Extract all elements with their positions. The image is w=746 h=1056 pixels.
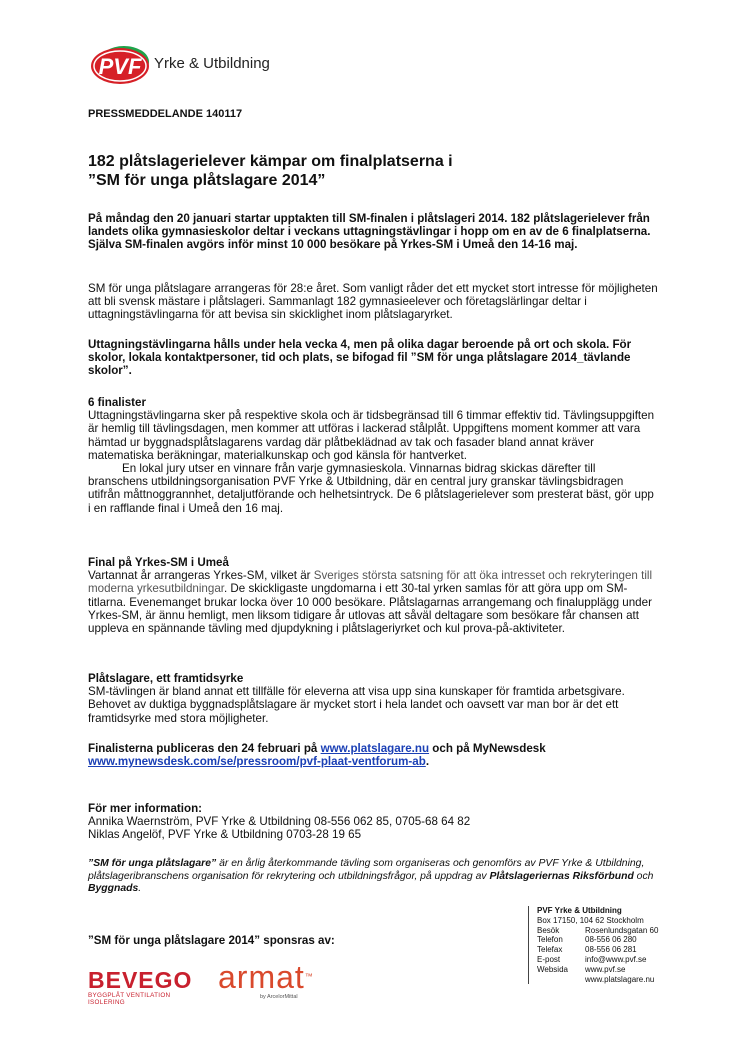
row-value: info@www.pvf.se bbox=[585, 954, 647, 964]
footer-row bbox=[537, 926, 687, 936]
row-value: Rosenlundsgatan 60 bbox=[585, 925, 659, 935]
text-span: och bbox=[633, 870, 654, 882]
footer-row bbox=[537, 935, 687, 945]
org-name: Plåtslageriernas Riksförbund bbox=[489, 870, 634, 882]
footer-row bbox=[537, 945, 687, 955]
section-final-umea bbox=[88, 556, 658, 635]
text-span: Vartannat år arrangeras Yrkes-SM, vilket är bbox=[88, 569, 314, 583]
press-release-label: PRESSMEDDELANDE 140117 bbox=[88, 108, 243, 120]
text-span: Finalisterna publiceras den 24 februari på bbox=[88, 742, 321, 755]
footer-org: PVF Yrke & Utbildning bbox=[537, 906, 622, 915]
row-value: 08-556 06 280 bbox=[585, 935, 637, 945]
text-span: och på MyNewsdesk bbox=[429, 742, 546, 755]
section-heading: Final på Yrkes-SM i Umeå bbox=[88, 556, 229, 569]
contact-line: Annika Waernström, PVF Yrke & Utbildning 08-556 062 85, 0705-68 64 82 bbox=[88, 815, 471, 829]
text-span: . De skickligaste ungdomarna i ett 30-tal yrken samlas för att göra upp om SM-titlarna. Evenemanget brukar locka över 10 000 besökare. Plåtslagarnas arrangemang och finalupplägg under Yrkes-SM, är ännu hemligt, men liksom tidigare år utlovas att såväl deltagare som besökare får chansen att uppleva en spännande tävling med djupdykning i plåtslageriyrket och kul prova-på-aktiviteter. bbox=[88, 582, 652, 636]
pvf-logo bbox=[88, 44, 298, 86]
pvf-logo-text: PVF bbox=[98, 54, 142, 79]
page-title bbox=[88, 152, 648, 190]
row-value: 08-556 06 281 bbox=[585, 945, 637, 955]
title-line-1: 182 plåtslagerielever kämpar om finalplatserna i bbox=[88, 153, 453, 170]
paragraph-2: Uttagningstävlingarna hålls under hela vecka 4, men på olika dagar beroende på ort och skola. För skolor, lokala kontaktpersoner, tid och plats, se bifogad fil ”SM för unga plåtslagare 2014_tävlande skolor”. bbox=[88, 338, 632, 378]
section-paragraph: SM-tävlingen är bland annat ett tillfälle för eleverna att visa upp sina kunskaper för framtida arbetsgivare. Behovet av duktiga byggnadsplåtslagare är mycket stort i hela landet och oavsett var man bor är det ett framtidsyrke med stora möjligheter. bbox=[88, 685, 625, 725]
section-paragraph: En lokal jury utser en vinnare från varje gymnasieskola. Vinnarnas bidrag skickas därefter till branschens utbildningsorganisation PVF Yrke & Utbildning, där en central jury granskar tävlingsbidragen utifrån måttnoggrannhet, detaljutförande och helhetsintryck. De 6 plåtslagerielever som presterat bäst, gör upp i en rafflande final i Umeå den 16 maj. bbox=[88, 462, 654, 515]
paragraph-1: SM för unga plåtslagare arrangeras för 28:e året. Som vanligt råder det ett mycket stort intresse för möjligheten att bli svensk mästare i plåtslageri. Sammanlagt 182 gymnasieelever och företagslärlingar deltar i uttagningstävlingarna för att bevisa sin skicklighet inom plåtslagaryrket. bbox=[88, 282, 658, 322]
text-span: . bbox=[138, 883, 142, 894]
info-heading: För mer information: bbox=[88, 802, 203, 815]
brand-name: Yrke & Utbildning bbox=[154, 55, 270, 72]
intro-paragraph: På måndag den 20 januari startar upptakten till SM-finalen i plåtslageri 2014. 182 plåtslagerielever från landets olika gymnasieskolor deltar i veckans uttagningstävlingar i hopp om en av de 6 finalplatserna. Själva SM-finalen avgörs inför minst 10 000 besökare på Yrkes-SM i Umeå den 14-16 maj. bbox=[88, 212, 651, 252]
row-value: www.pvf.se bbox=[585, 964, 626, 974]
footer-row bbox=[537, 955, 687, 965]
row-label: Besök bbox=[537, 925, 560, 935]
about-text bbox=[88, 858, 658, 896]
armat-logo bbox=[218, 960, 328, 1000]
highlight-text: Sveriges största satsning för att öka intresset och rekryteringen till moderna yrkesutbildningar bbox=[88, 569, 653, 596]
row-label: Websida bbox=[537, 964, 568, 974]
bevego-name: BEVEGO bbox=[88, 967, 193, 993]
finalists-announcement bbox=[88, 742, 658, 768]
contact-line: Niklas Angelöf, PVF Yrke & Utbildning 0703-28 19 65 bbox=[88, 828, 362, 842]
footer-contact-box bbox=[528, 906, 687, 984]
competition-name: ”SM för unga plåtslagare” bbox=[88, 858, 217, 869]
text-span: . bbox=[425, 755, 430, 769]
org-name: Byggnads bbox=[88, 883, 139, 894]
text-span: är en årlig återkommande tävling som organiseras och genomförs av PVF Yrke & Utbildning, plåtslageribranschens organisation för rekrytering och utbildningsfrågor, på uppdrag av bbox=[88, 858, 645, 882]
row-value: www.platslagare.nu bbox=[585, 974, 655, 984]
bevego-tagline: BYGGPLÅT VENTILATION ISOLERING bbox=[88, 992, 171, 1006]
section-future bbox=[88, 672, 658, 725]
platslagare-link[interactable]: www.platslagare.nu bbox=[320, 742, 430, 755]
pvf-logo-mark bbox=[88, 44, 152, 86]
row-label: E-post bbox=[537, 954, 561, 964]
section-paragraph bbox=[88, 569, 658, 635]
bevego-logo bbox=[88, 968, 208, 1006]
mynewsdesk-link[interactable]: www.mynewsdesk.com/se/pressroom/pvf-plaat-ventforum-ab bbox=[88, 755, 426, 769]
armat-wordmark bbox=[218, 960, 328, 994]
row-label: Telefax bbox=[537, 945, 563, 955]
footer-address: Box 17150, 104 62 Stockholm bbox=[537, 915, 644, 925]
trademark-symbol: ™ bbox=[304, 972, 314, 981]
row-label bbox=[537, 975, 585, 985]
section-heading: Plåtslagare, ett framtidsyrke bbox=[88, 672, 244, 685]
contact-info bbox=[88, 802, 658, 842]
section-finalists bbox=[88, 396, 658, 515]
row-label: Telefon bbox=[537, 935, 563, 945]
section-heading: 6 finalister bbox=[88, 396, 146, 409]
footer-row bbox=[537, 965, 687, 975]
title-line-2: ”SM för unga plåtslagare 2014” bbox=[88, 172, 326, 189]
sponsors-label: ”SM för unga plåtslagare 2014” sponsras av: bbox=[88, 934, 335, 947]
armat-tagline: by ArcelorMittal bbox=[260, 994, 298, 1000]
armat-name: armat bbox=[218, 959, 305, 995]
footer-row bbox=[537, 975, 687, 985]
section-paragraph: Uttagningstävlingarna sker på respektive skola och är tidsbegränsad till 6 timmar effektiv tid. Tävlingsuppgiften är hemlig till tävlingsdagen, men kommer att utföras i lackerad stålplåt. Uppgiftens moment kommer att vara hämtad ur byggnadsplåtslagarens vardag där plåtbeklädnad av tak och fasader bland annat kräver matematiska beräkningar, materialkunskap och god känsla för hantverket. bbox=[88, 409, 655, 462]
